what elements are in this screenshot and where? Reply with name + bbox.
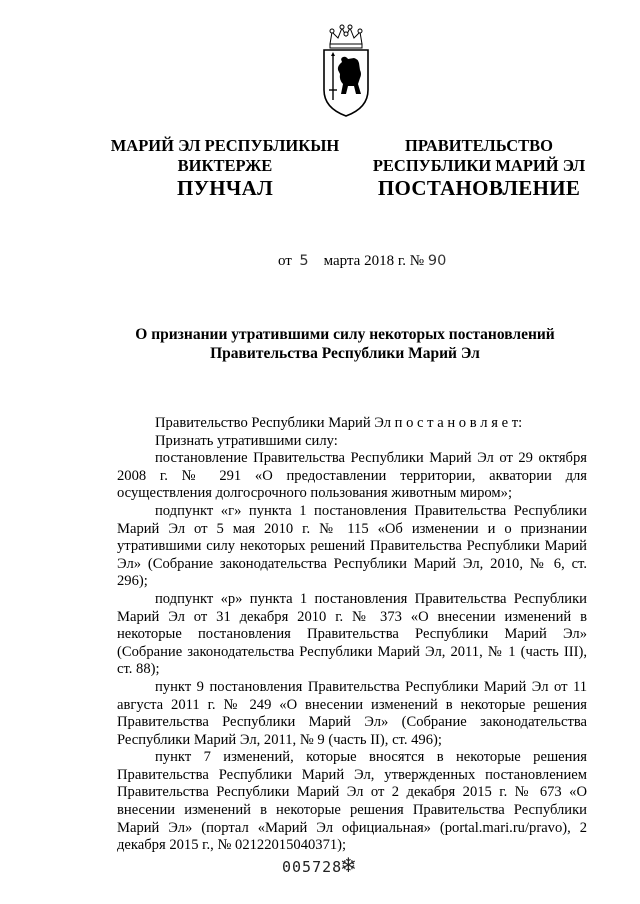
serial-number: 005728 — [282, 858, 343, 876]
header-right-line2: РЕСПУБЛИКИ МАРИЙ ЭЛ — [372, 156, 586, 175]
body-paragraph-repeal-intro: Признать утратившими силу: — [155, 432, 338, 449]
date-day: 5 — [299, 253, 309, 269]
document-number: 90 — [427, 253, 447, 269]
header-right-doc-type: ПОСТАНОВЛЕНИЕ — [377, 176, 581, 200]
title-line2: Правительства Республики Марий Эл — [210, 345, 480, 362]
document-title — [110, 325, 580, 363]
body-paragraph-item-5: пункт 7 изменений, которые вносятся в некоторые решения Правительства Республики Марий Эл, утвержденных постановлением Правительства Республики Марий Эл от 2 декабря 2015 г. № 673 «О внесении изменений в некоторые решения Правительства Республики Марий Эл» (портал «Марий Эл официальная» (portal.mari.ru/pravo), 2 декабря 2015 г., № 02122015040371); — [117, 749, 587, 854]
header-left-doc-type: ПУНЧАЛ — [176, 176, 274, 200]
body-paragraph-item-1: постановление Правительства Республики Марий Эл от 29 октября 2008 г. № 291 «О предоставлении территории, акватории для осуществления долгосрочного пользования животным миром»; — [117, 450, 587, 502]
date-month-year: марта 2018 г. № — [323, 253, 425, 269]
coat-of-arms-icon — [318, 22, 374, 118]
document-body — [117, 415, 587, 855]
header-left-line2: ВИКТЕРЖЕ — [177, 156, 273, 175]
header-right-authority — [360, 136, 598, 176]
body-paragraph-item-2: подпункт «г» пункта 1 постановления Правительства Республики Марий Эл от 5 мая 2010 г. № 115 «Об изменении и о признании утратившими силу некоторых решений Правительства Республики Марий Эл» (Собрание законодательства Республики Марий Эл, 2010, № 6, ст. 296); — [117, 502, 587, 590]
header-left-authority — [100, 136, 350, 176]
title-line1: О признании утратившими силу некоторых постановлений — [135, 326, 555, 343]
snowflake-mark-icon: ❄ — [340, 853, 357, 877]
header-right-line1: ПРАВИТЕЛЬСТВО — [405, 136, 553, 155]
date-line — [278, 253, 446, 270]
date-prefix: от — [278, 253, 292, 269]
header-left-line1: МАРИЙ ЭЛ РЕСПУБЛИКЫН — [110, 136, 340, 155]
body-paragraph-item-4: пункт 9 постановления Правительства Республики Марий Эл от 11 августа 2011 г. № 249 «О внесении изменений в некоторые решения Правительства Республики Марий Эл» (Собрание законодательства Республики Марий Эл, 2011, № 9 (часть II), ст. 496); — [117, 678, 587, 748]
body-paragraph-resolves: Правительство Республики Марий Эл п о с т а н о в л я е т: — [155, 415, 523, 431]
body-paragraph-item-3: подпункт «р» пункта 1 постановления Правительства Республики Марий Эл от 31 декабря 2010 г. № 373 «О внесении изменений в некоторые постановления Правительства Республики Марий Эл» (Собрание законодательства Республики Марий Эл, 2011, № 1 (часть III), ст. 88); — [117, 590, 587, 678]
